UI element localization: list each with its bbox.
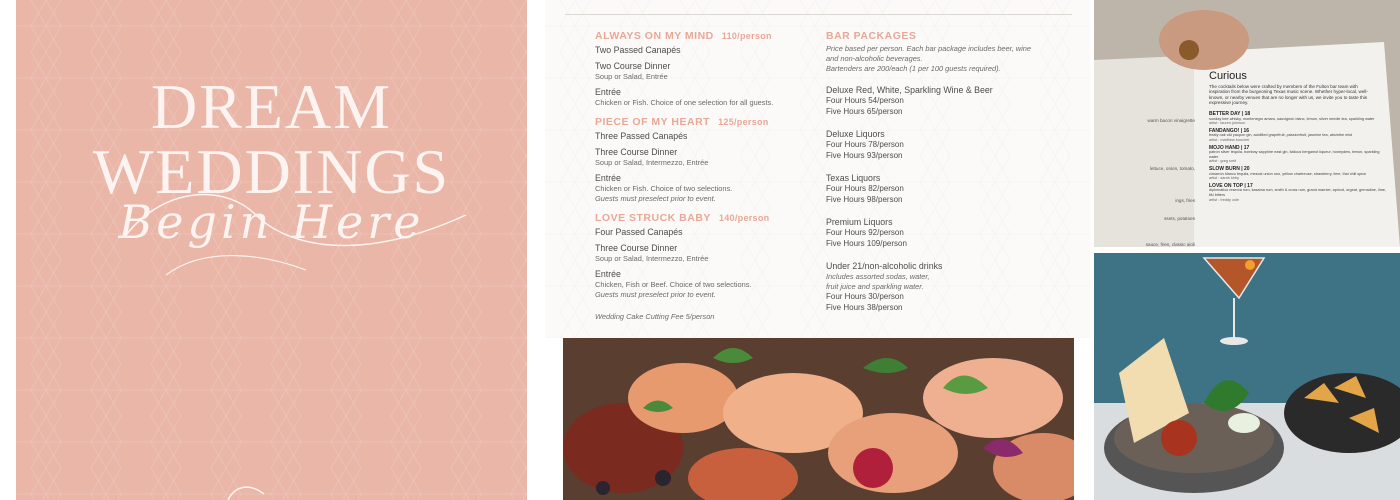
package-line: Chicken, Fish or Beef. Choice of two selections. bbox=[595, 280, 752, 289]
bar-item-name: Under 21/non-alcoholic drinks bbox=[826, 261, 943, 271]
package-line: Soup or Salad, Intermezzo, Entrée bbox=[595, 158, 709, 167]
cocktail-desc: treaty oak old yaupon gin, acidified grapefruit, passionfruit, jasmine tea, absinthe mist bbox=[1209, 133, 1353, 138]
cocktail-desc: sunday bee whisky, montenegro amaro, sauvignon blanc, lemon, silver needle tea, sparkling water bbox=[1209, 116, 1375, 121]
package-line: Entrée bbox=[595, 269, 621, 279]
cocktail-desc: patrón silver tequila, bombay sapphire east gin, italicus bergamot liqueur, honeydew, lemon, sparkling water bbox=[1209, 150, 1380, 159]
package-title bbox=[595, 212, 815, 224]
food-menu-snippet: warm bacon vinaigrette bbox=[1147, 118, 1195, 123]
cocktail-card-title: Curious bbox=[1209, 70, 1247, 82]
package-price: 125/person bbox=[718, 117, 769, 127]
top-divider bbox=[565, 14, 1072, 15]
food-menu-snippet: sauce, fries, classic aioli bbox=[1145, 242, 1195, 247]
bar-item-note: Includes assorted sodas, water, bbox=[826, 272, 930, 281]
bar-packages-column bbox=[826, 30, 1056, 313]
hero-title-line1: DREAM bbox=[150, 71, 393, 142]
cocktail-and-food-photo bbox=[1094, 253, 1400, 500]
package-price: 110/person bbox=[721, 31, 772, 41]
cocktail-artist: artist : greg smit bbox=[1209, 159, 1237, 164]
bar-item-five-hours: Five Hours 93/person bbox=[826, 150, 903, 160]
package-price: 140/person bbox=[718, 213, 770, 223]
bar-item-name: Deluxe Red, White, Sparkling Wine & Beer bbox=[826, 85, 993, 95]
dinner-packages-column bbox=[595, 30, 815, 322]
cocktail-item bbox=[1209, 167, 1389, 181]
bar-item-name: Deluxe Liquors bbox=[826, 129, 885, 139]
package-title bbox=[595, 116, 815, 128]
package-line: Soup or Salad, Intermezzo, Entrée bbox=[595, 254, 709, 263]
package-line: Three Course Dinner bbox=[595, 147, 678, 157]
cocktail-artist: artist : lauren johnson bbox=[1209, 121, 1246, 126]
cocktail-card-intro: The cocktails below were crafted by members of the Fulton bar team with inspiration from the burgeoning Texas music scene. Whether hyper-local, well-known, or nearby venues that are no longer with us, we invite you to taste this expressive journey. bbox=[1209, 84, 1368, 106]
bar-item-five-hours: Five Hours 65/person bbox=[826, 106, 903, 116]
under21-item bbox=[826, 260, 1056, 313]
bar-item-four-hours: Four Hours 54/person bbox=[826, 96, 904, 105]
bar-item-four-hours: Four Hours 82/person bbox=[826, 184, 904, 193]
wedding-cover-panel bbox=[16, 0, 527, 500]
bar-item-note: fruit juice and sparkling water. bbox=[826, 282, 924, 291]
package-line: Three Passed Canapés bbox=[595, 131, 688, 141]
bar-item-five-hours: Five Hours 38/person bbox=[826, 302, 903, 312]
bar-item-name: Texas Liquors bbox=[826, 173, 881, 183]
bar-item bbox=[826, 216, 1056, 249]
package-name: PIECE OF MY HEART bbox=[595, 116, 711, 128]
cocktail-item bbox=[1209, 112, 1389, 126]
bar-item-four-hours: Four Hours 78/person bbox=[826, 140, 904, 149]
bar-item bbox=[826, 172, 1056, 205]
shrimp-dish-photo bbox=[563, 338, 1074, 500]
cocktail-item bbox=[1209, 184, 1389, 202]
cocktail-artist: artist : sarah kirby bbox=[1209, 176, 1239, 181]
bar-item-name: Premium Liquors bbox=[826, 217, 893, 227]
bar-intro: Price based per person. Each bar package includes beer, wine bbox=[826, 44, 1032, 53]
cocktail-menu-photo bbox=[1094, 0, 1400, 247]
package-line: Guests must preselect prior to event. bbox=[595, 194, 716, 203]
cocktail-name: MOJO HAND | 17 bbox=[1209, 144, 1250, 151]
bar-intro: Bartenders are 200/each (1 per 100 guests required). bbox=[826, 64, 1001, 73]
cocktail-item bbox=[1209, 129, 1389, 143]
package-line: Chicken or Fish. Choice of one selection for all guests. bbox=[595, 98, 774, 107]
hero-title-line2: WEDDINGS bbox=[92, 136, 451, 207]
bar-item-four-hours: Four Hours 30/person bbox=[826, 292, 904, 301]
decorative-flourish bbox=[226, 482, 266, 500]
bar-packages-title: BAR PACKAGES bbox=[826, 30, 917, 42]
food-menu-snippet: ings, fries bbox=[1175, 198, 1195, 203]
wedding-menu-page bbox=[545, 0, 1090, 338]
package-line: Chicken or Fish. Choice of two selections. bbox=[595, 184, 733, 193]
package-line: Three Course Dinner bbox=[595, 243, 678, 253]
package-title bbox=[595, 30, 815, 42]
package-line: Guests must preselect prior to event. bbox=[595, 290, 716, 299]
cocktail-desc: cimarrón blanco tequila, mezcal union uno, yellow chartreuse, strawberry, lime, thai chili spice bbox=[1209, 171, 1367, 176]
package-line: Two Passed Canapés bbox=[595, 45, 681, 55]
package-line: Entrée bbox=[595, 173, 621, 183]
cocktail-name: SLOW BURN | 20 bbox=[1209, 165, 1250, 172]
cocktail-artist: artist : matthew boucher bbox=[1209, 137, 1250, 142]
cocktail-item bbox=[1209, 146, 1389, 164]
bar-item-five-hours: Five Hours 98/person bbox=[826, 194, 903, 204]
cocktail-name: FANDANGO! | 16 bbox=[1209, 127, 1250, 134]
cocktail-desc: diplomatico reserva rum, kasama rum, smith & cross rum, grand marnier, apricot, orgeat, grenadine, lime, tiki bitters bbox=[1209, 188, 1387, 197]
bar-item-four-hours: Four Hours 92/person bbox=[826, 228, 904, 237]
package-line: Four Passed Canapés bbox=[595, 227, 683, 237]
food-illustration bbox=[563, 338, 1074, 500]
bar-item-five-hours: Five Hours 109/person bbox=[826, 238, 907, 248]
package-line: Two Course Dinner bbox=[595, 61, 671, 71]
bar-items-list bbox=[826, 84, 1056, 249]
cake-cutting-fee: Wedding Cake Cutting Fee 5/person bbox=[595, 312, 715, 321]
food-menu-snippet: lettuce, onion, tomato, bbox=[1149, 166, 1195, 171]
package-name: ALWAYS ON MY MIND bbox=[595, 30, 714, 42]
bar-intro: and non-alcoholic beverages. bbox=[826, 54, 923, 63]
bar-item bbox=[826, 128, 1056, 161]
package-name: LOVE STRUCK BABY bbox=[595, 212, 711, 224]
hero-script-subtitle: Begin Here bbox=[118, 195, 425, 249]
bar-item bbox=[826, 84, 1056, 117]
cocktail-name: LOVE ON TOP | 17 bbox=[1209, 182, 1253, 189]
cocktail-artist: artist : freddy cole bbox=[1209, 197, 1239, 202]
package-line: Soup or Salad, Entrée bbox=[595, 72, 668, 81]
package-line: Entrée bbox=[595, 87, 621, 97]
dining-illustration bbox=[1094, 253, 1400, 500]
cocktail-name: BETTER DAY | 18 bbox=[1209, 111, 1251, 117]
food-menu-snippet: ssets, potatoes bbox=[1164, 216, 1195, 221]
cocktail-list bbox=[1209, 112, 1389, 205]
